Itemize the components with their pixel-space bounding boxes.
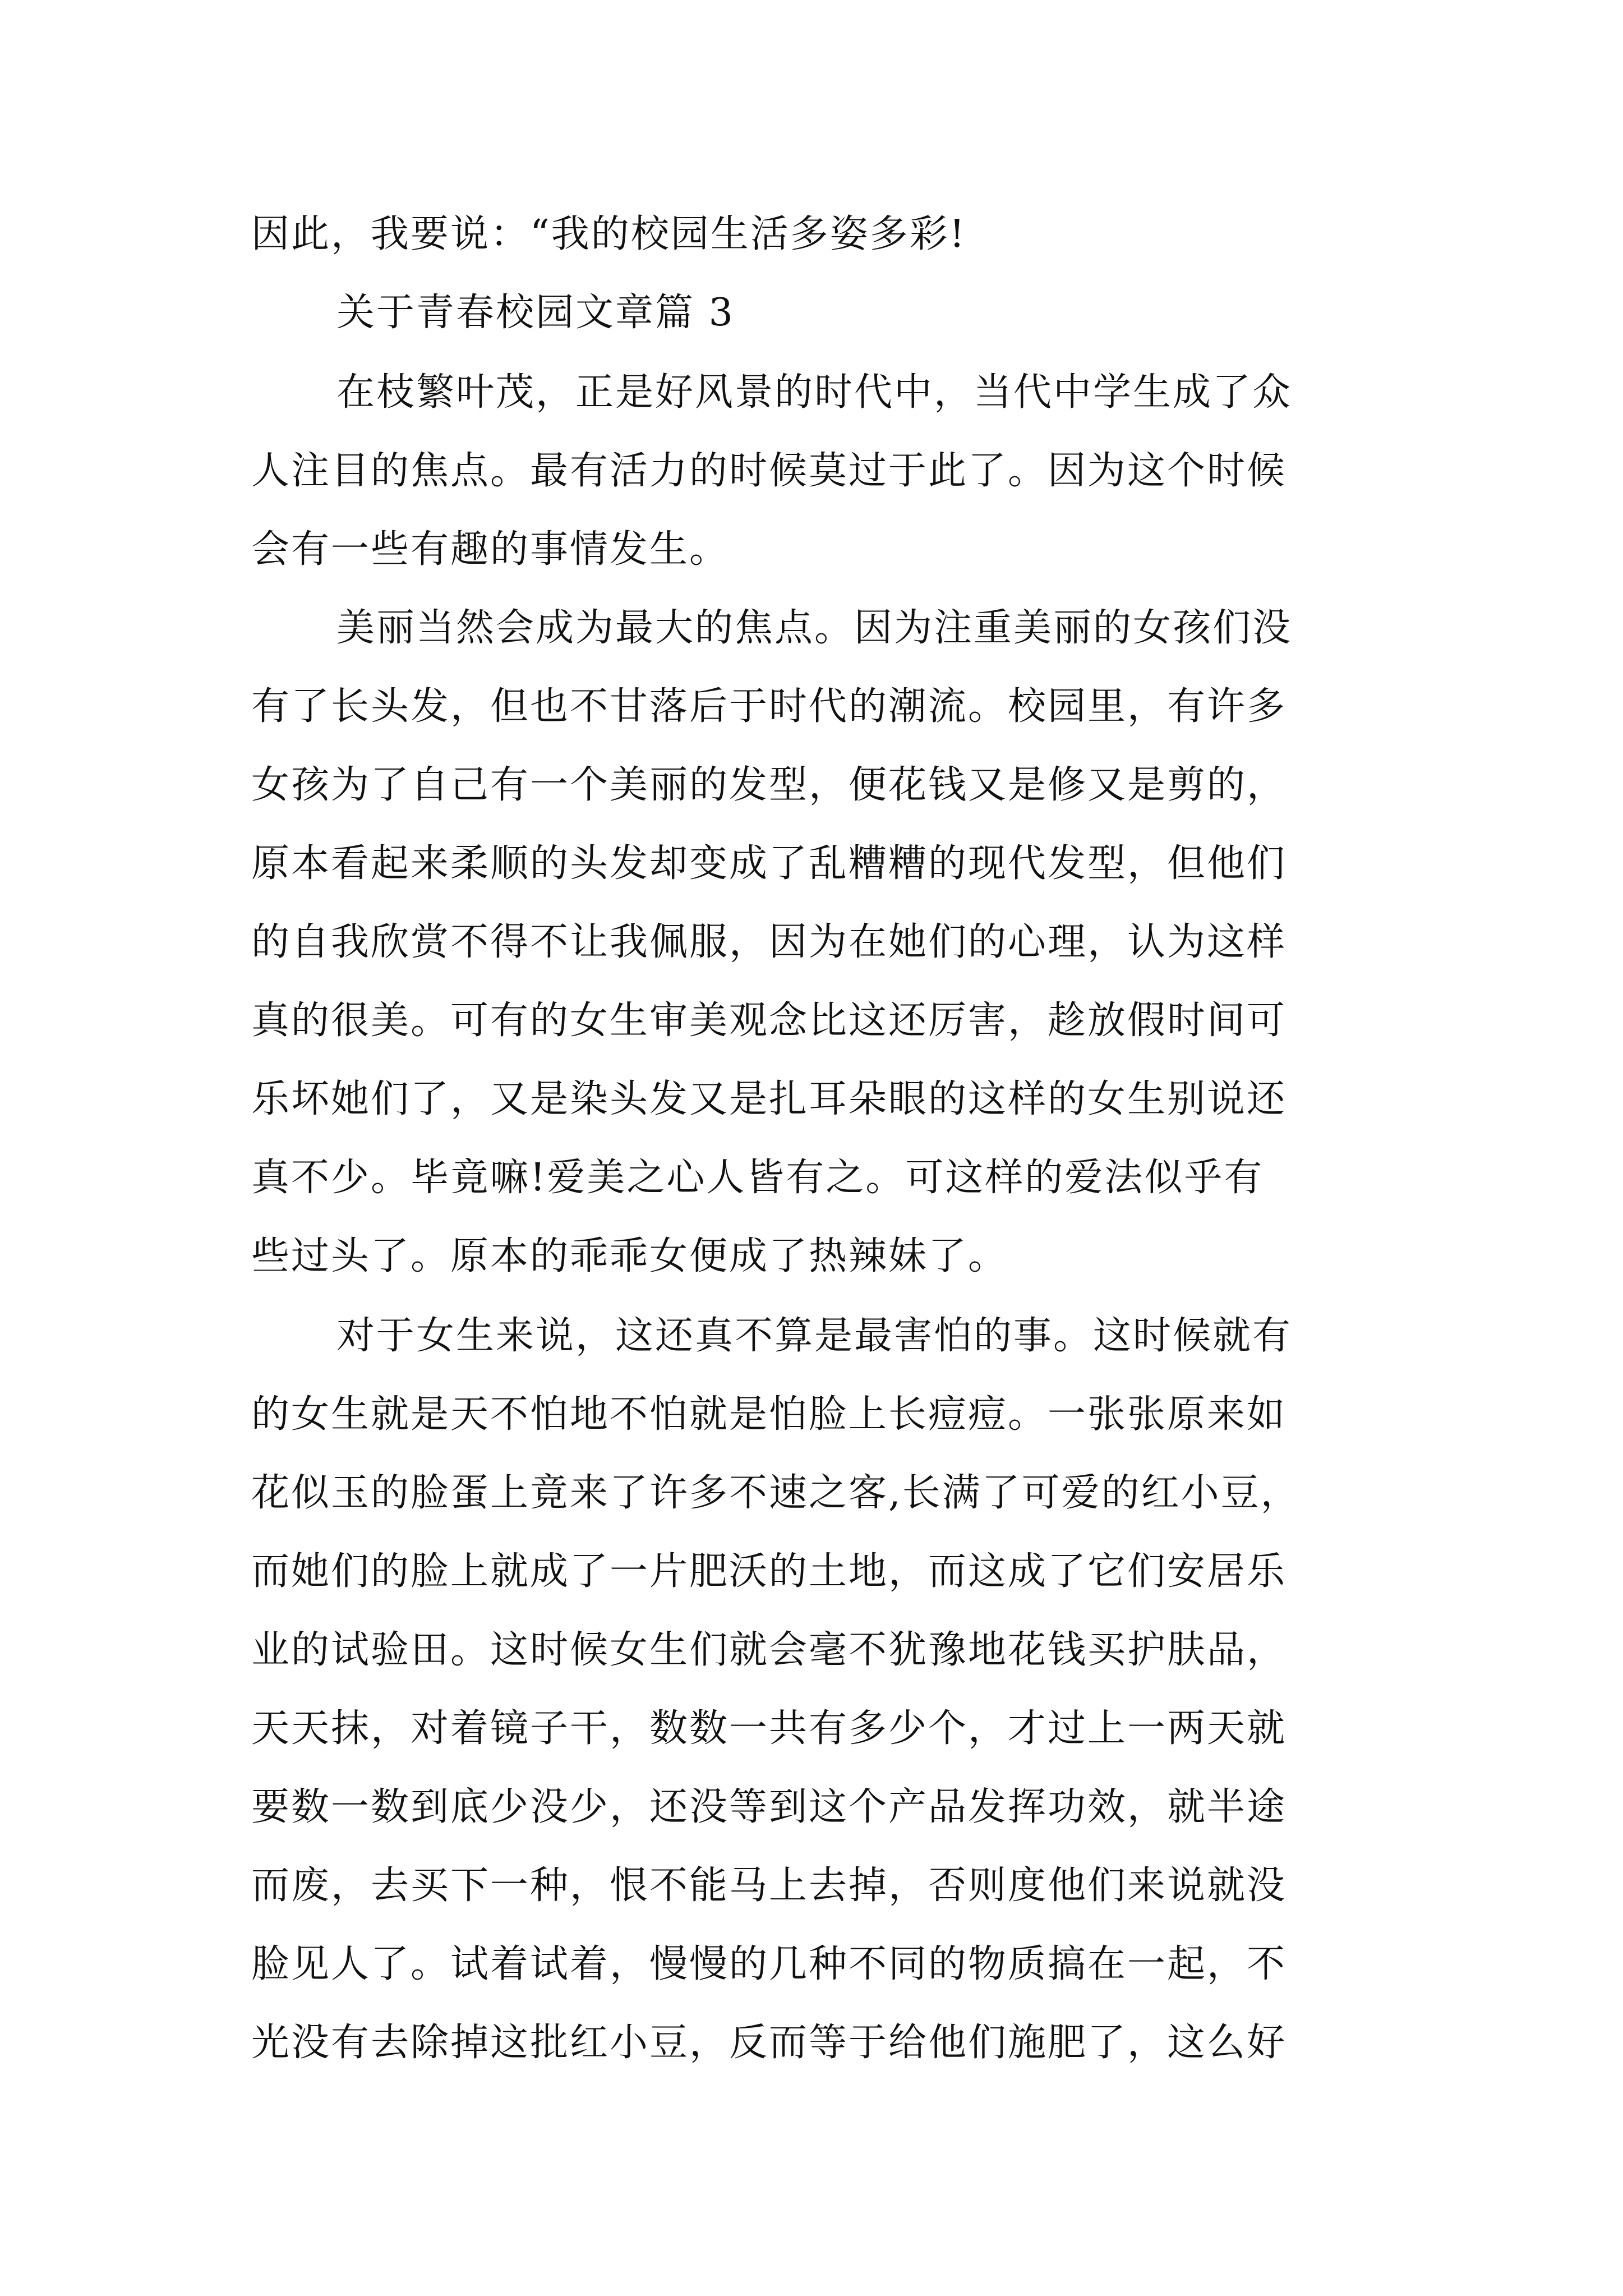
text-line: 些过头了。原本的乖乖女便成了热辣妹了。 xyxy=(251,1234,1008,1278)
text-line: 人注目的焦点。最有活力的时候莫过于此了。因为这个时候 xyxy=(251,449,1287,493)
text-line: 会有一些有趣的事情发生。 xyxy=(251,527,730,572)
text-line: 光没有去除掉这批红小豆，反而等于给他们施肥了，这么好 xyxy=(251,2021,1287,2065)
text-line: 要数一数到底少没少，还没等到这个产品发挥功效，就半途 xyxy=(251,1785,1287,1829)
text-line: 的女生就是天不怕地不怕就是怕脸上长痘痘。一张张原来如 xyxy=(251,1392,1287,1437)
section-heading: 关于青春校园文章篇 3 xyxy=(336,291,735,335)
text-line: 天天抹，对着镜子干，数数一共有多少个，才过上一两天就 xyxy=(251,1706,1287,1751)
text-line: 乐坏她们了，又是染头发又是扎耳朵眼的这样的女生别说还 xyxy=(251,1077,1287,1121)
text-line: 而她们的脸上就成了一片肥沃的土地，而这成了它们安居乐 xyxy=(251,1549,1287,1594)
text-line: 而废，去买下一种，恨不能马上去掉，否则度他们来说就没 xyxy=(251,1864,1287,1908)
text-line: 花似玉的脸蛋上竟来了许多不速之客,长满了可爱的红小豆， xyxy=(251,1471,1301,1515)
text-line: 脸见人了。试着试着，慢慢的几种不同的物质搞在一起，不 xyxy=(251,1942,1287,1986)
text-line: 对于女生来说，这还真不算是最害怕的事。这时候就有 xyxy=(336,1314,1293,1358)
text-line: 女孩为了自己有一个美丽的发型，便花钱又是修又是剪的， xyxy=(251,763,1287,807)
text-line: 美丽当然会成为最大的焦点。因为注重美丽的女孩们没 xyxy=(336,606,1293,650)
text-line: 有了长头发，但也不甘落后于时代的潮流。校园里，有许多 xyxy=(251,684,1287,729)
text-line: 真不少。毕竟嘛!爱美之心人皆有之。可这样的爱法似乎有 xyxy=(251,1156,1264,1200)
text-line: 业的试验田。这时候女生们就会毫不犹豫地花钱买护肤品， xyxy=(251,1628,1287,1672)
text-line: 因此，我要说：“我的校园生活多姿多彩! xyxy=(251,212,967,256)
text-line: 真的很美。可有的女生审美观念比这还厉害，趁放假时间可 xyxy=(251,999,1287,1043)
text-line: 原本看起来柔顺的头发却变成了乱糟糟的现代发型，但他们 xyxy=(251,841,1287,886)
text-line: 在枝繁叶茂，正是好风景的时代中，当代中学生成了众 xyxy=(336,370,1293,415)
text-line: 的自我欣赏不得不让我佩服，因为在她们的心理，认为这样 xyxy=(251,920,1287,964)
